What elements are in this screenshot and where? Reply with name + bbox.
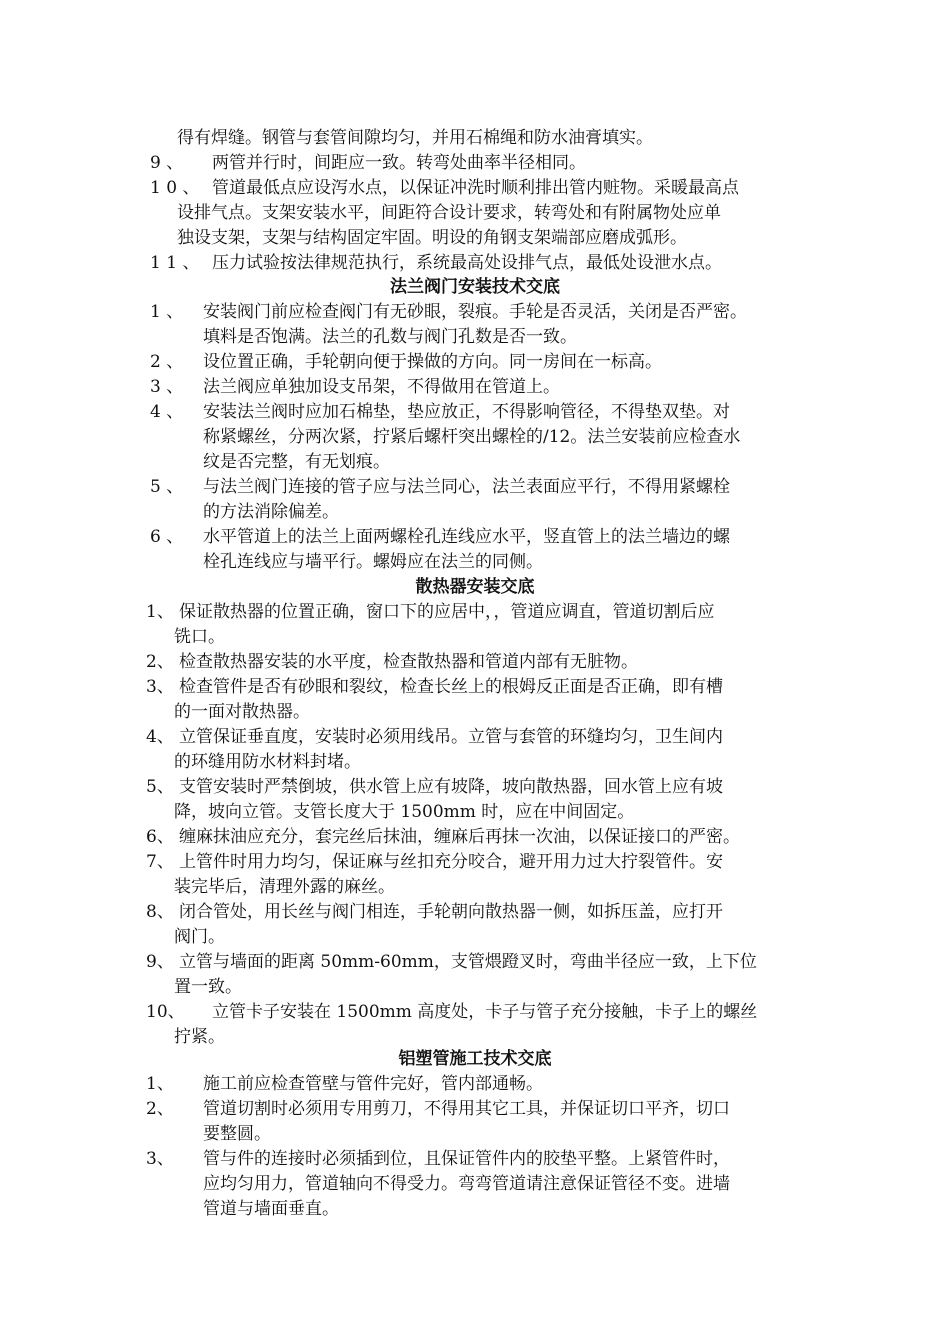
list-item-number: 2、: [146, 652, 174, 672]
list-item-text: 立管与墙面的距离 50mm-60mm，支管煨蹬叉时，弯曲半径应一致，上下位: [179, 952, 757, 972]
list-item-text: 管道切割时必须用专用剪刀，不得用其它工具，并保证切口平齐，切口: [203, 1099, 730, 1119]
list-item-text: 独设支架，支架与结构固定牢固。明设的角钢支架端部应磨成弧形。: [177, 228, 687, 248]
list-item-text: 立管保证垂直度，安装时必须用线吊。立管与套管的环缝均匀，卫生间内: [179, 727, 723, 747]
list-item-text: 水平管道上的法兰上面两螺栓孔连线应水平，竖直管上的法兰墙边的螺: [203, 527, 730, 547]
list-item-text: 应均匀用力，管道轴向不得受力。弯弯管道请注意保证管径不变。进墙: [203, 1174, 730, 1194]
list-item-number: 3、: [146, 677, 174, 697]
list-item-text: 与法兰阀门连接的管子应与法兰同心，法兰表面应平行，不得用紧螺栓: [203, 477, 730, 497]
list-item-number: 8、: [146, 902, 174, 922]
list-item-text: 纹是否完整，有无划痕。: [203, 452, 390, 472]
list-item-text: 法兰阀应单独加设支吊架，不得做用在管道上。: [203, 377, 560, 397]
list-item-number: 4 、: [150, 402, 184, 422]
list-item-number: 5、: [146, 777, 174, 797]
list-item-number: 7、: [146, 852, 174, 872]
list-item-text: 压力试验按法律规范执行，系统最高处设排气点，最低处设泄水点。: [212, 253, 722, 273]
list-item-text: 支管安装时严禁倒坡，供水管上应有坡降，坡向散热器，回水管上应有坡: [179, 777, 723, 797]
list-item-text: 栓孔连线应与墙平行。螺姆应在法兰的同侧。: [203, 552, 543, 572]
list-item-text: 置一致。: [174, 977, 242, 997]
list-item-number: 1 0 、: [150, 178, 200, 198]
section-heading: 法兰阀门安装技术交底: [390, 277, 560, 297]
list-item-text: 管与件的连接时必须插到位，且保证管件内的胶垫平整。上紧管件时，: [203, 1149, 730, 1169]
list-item-text: 的环缝用防水材料封堵。: [174, 752, 361, 772]
list-item-text: 两管并行时，间距应一致。转弯处曲率半径相同。: [212, 153, 586, 173]
list-item-number: 1 、: [150, 302, 184, 322]
list-item-number: 3、: [146, 1149, 174, 1169]
list-item-text: 要整圆。: [203, 1124, 271, 1144]
list-item-text: 设位置正确，手轮朝向便于操做的方向。同一房间在一标高。: [203, 352, 662, 372]
list-item-text: 施工前应检查管壁与管件完好，管内部通畅。: [203, 1074, 543, 1094]
list-item-number: 6 、: [150, 527, 184, 547]
list-item-number: 5 、: [150, 477, 184, 497]
list-item-text: 管道最低点应设泻水点，以保证冲洗时顺利排出管内赃物。采暖最高点: [212, 178, 739, 198]
list-item-number: 2 、: [150, 352, 184, 372]
list-item-text: 检查管件是否有砂眼和裂纹，检查长丝上的根姆反正面是否正确，即有槽: [179, 677, 723, 697]
list-item-text: 保证散热器的位置正确，窗口下的应居中，，管道应调直，管道切割后应: [179, 602, 715, 622]
list-item-number: 1、: [146, 602, 174, 622]
section-heading: 铝塑管施工技术交底: [398, 1049, 552, 1069]
list-item-text: 安装阀门前应检查阀门有无砂眼，裂痕。手轮是否灵活，关闭是否严密。: [203, 302, 747, 322]
list-item-text: 安装法兰阀时应加石棉垫，垫应放正，不得影响管径，不得垫双垫。对: [203, 402, 730, 422]
list-item-number: 6、: [146, 827, 174, 847]
list-item-text: 填料是否饱满。法兰的孔数与阀门孔数是否一致。: [203, 327, 577, 347]
list-item-text: 阀门。: [174, 927, 225, 947]
list-item-number: 9、: [146, 952, 174, 972]
list-item-number: 10、: [146, 1002, 185, 1022]
list-item-text: 铣口。: [174, 627, 225, 647]
list-item-text: 检查散热器安装的水平度，检查散热器和管道内部有无脏物。: [179, 652, 638, 672]
list-item-text: 的一面对散热器。: [174, 702, 310, 722]
list-item-text: 称紧螺丝，分两次紧，拧紧后螺杆突出螺栓的/12。法兰安装前应检查水: [203, 427, 741, 447]
section-heading: 散热器安装交底: [415, 577, 535, 597]
list-item-text: 拧紧。: [174, 1027, 225, 1047]
list-item-text: 缠麻抹油应充分，套完丝后抹油，缠麻后再抹一次油，以保证接口的严密。: [179, 827, 740, 847]
list-item-number: 9 、: [150, 153, 184, 173]
list-item-text: 上管件时用力均匀，保证麻与丝扣充分咬合，避开用力过大拧裂管件。安: [179, 852, 723, 872]
list-item-text: 立管卡子安装在 1500mm 高度处，卡子与管子充分接触，卡子上的螺丝: [212, 1002, 758, 1022]
list-item-text: 降，坡向立管。支管长度大于 1500mm 时，应在中间固定。: [174, 802, 635, 822]
list-item-text: 管道与墙面垂直。: [203, 1199, 339, 1219]
list-item-number: 2、: [146, 1099, 174, 1119]
list-item-number: 4、: [146, 727, 174, 747]
list-item-number: 1 1 、: [150, 253, 200, 273]
list-item-text: 设排气点。支架安装水平，间距符合设计要求，转弯处和有附属物处应单: [177, 203, 721, 223]
list-item-number: 3 、: [150, 377, 184, 397]
list-item-number: 1、: [146, 1074, 174, 1094]
list-item-text: 装完毕后，清理外露的麻丝。: [174, 877, 395, 897]
list-item-text: 闭合管处，用长丝与阀门相连，手轮朝向散热器一侧，如拆压盖，应打开: [179, 902, 723, 922]
paragraph-line: 得有焊缝。钢管与套管间隙均匀，并用石棉绳和防水油膏填实。: [177, 128, 653, 148]
list-item-text: 的方法消除偏差。: [203, 502, 339, 522]
